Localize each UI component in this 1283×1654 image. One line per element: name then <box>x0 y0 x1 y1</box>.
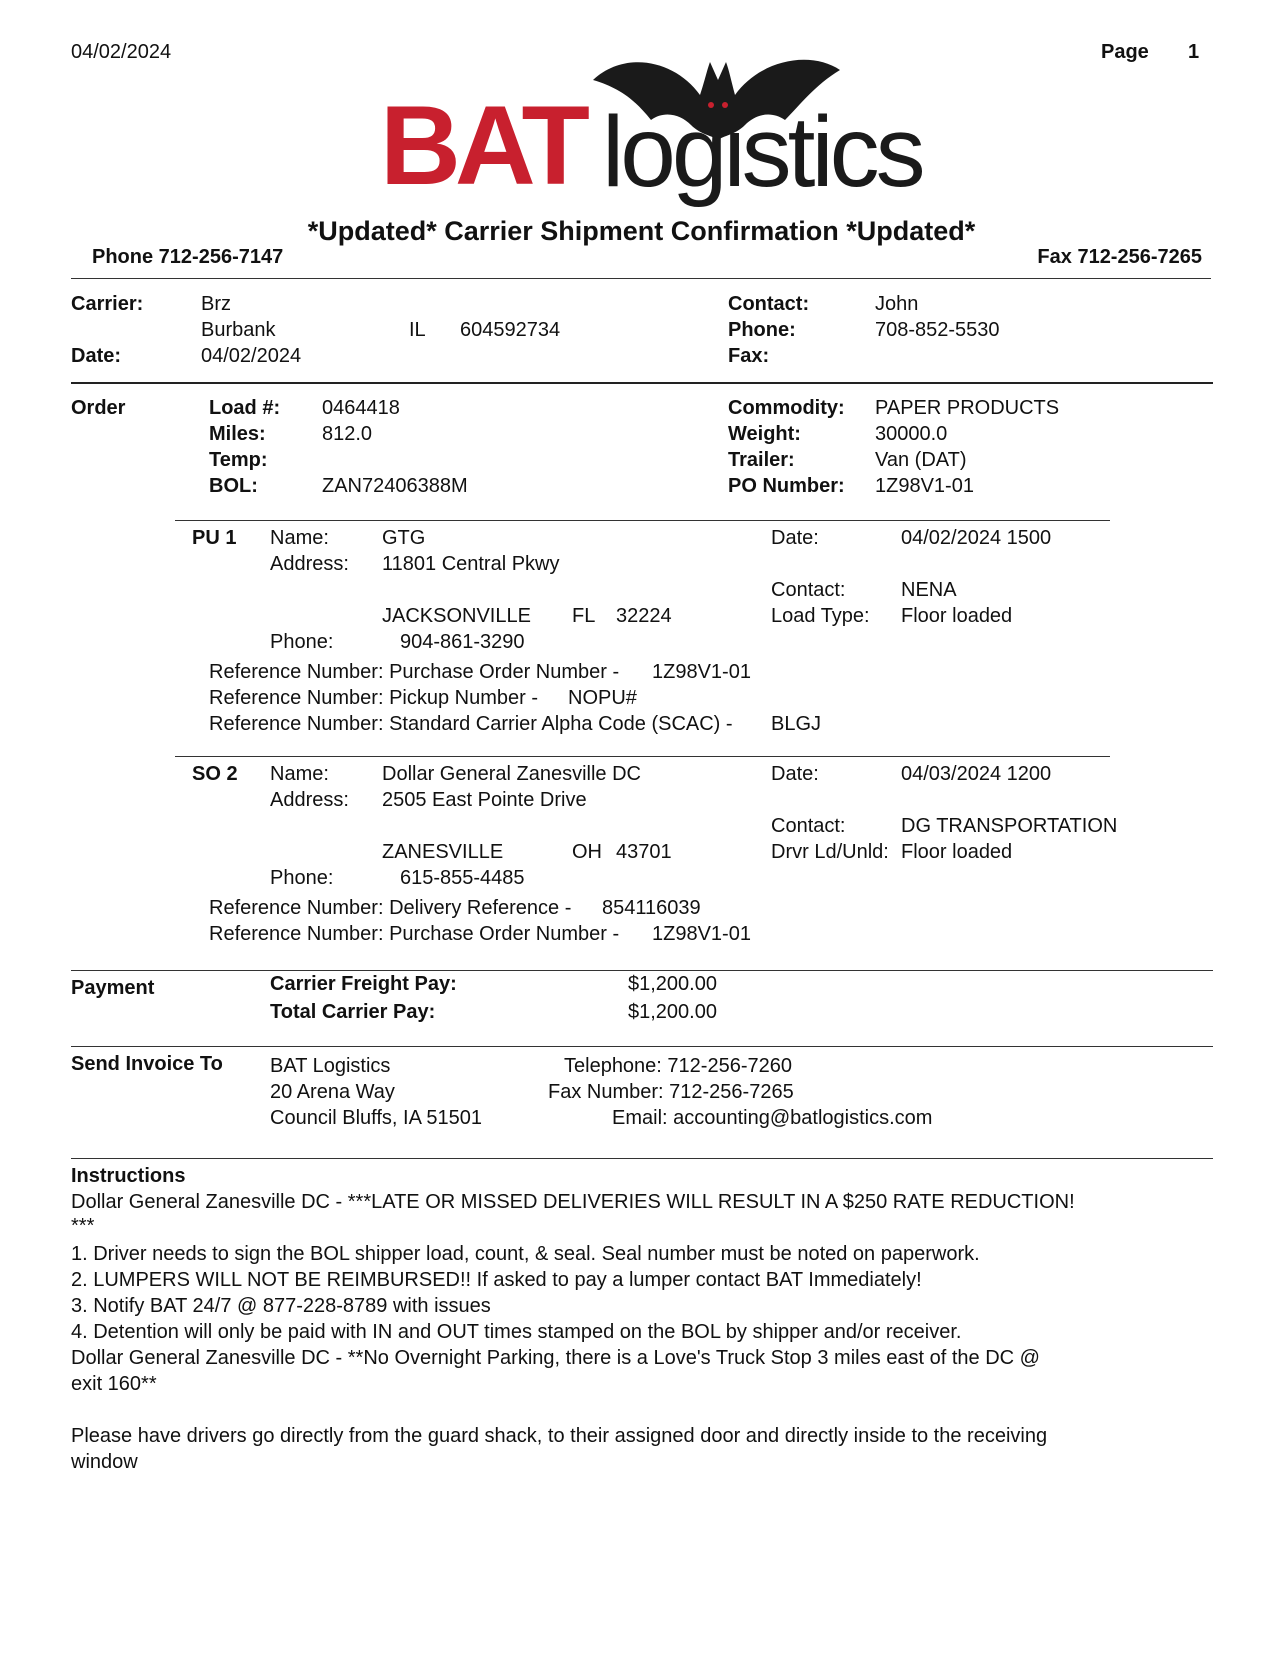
invoice-street: 20 Arena Way <box>270 1081 395 1103</box>
divider <box>175 520 1110 521</box>
dropoff-contact: DG TRANSPORTATION <box>901 815 1118 837</box>
instruction-line: window <box>71 1451 138 1473</box>
dropoff-ref-value: 1Z98V1-01 <box>652 923 751 945</box>
dropoff-stop-label: SO 2 <box>192 763 238 785</box>
pickup-name: GTG <box>382 527 426 549</box>
contact-label: Contact: <box>728 293 810 315</box>
dropoff-phone: 615-855-4485 <box>400 867 525 889</box>
dropoff-drvr: Floor loaded <box>901 841 1013 863</box>
pickup-loadtype-label: Load Type: <box>771 605 870 627</box>
bol-label: BOL: <box>209 475 258 497</box>
dropoff-address: 2505 East Pointe Drive <box>382 789 587 811</box>
bol-value: ZAN72406388M <box>322 475 468 497</box>
dropoff-name-label: Name: <box>270 763 329 785</box>
pickup-ref-value: BLGJ <box>771 713 822 735</box>
invoice-company: BAT Logistics <box>270 1055 391 1077</box>
pickup-address: 11801 Central Pkwy <box>382 553 560 575</box>
total-label: Total Carrier Pay: <box>270 1001 436 1023</box>
pickup-ref-label: Reference Number: Purchase Order Number - <box>209 661 620 683</box>
divider <box>175 756 1110 757</box>
load-value: 0464418 <box>322 397 400 419</box>
dropoff-state: OH <box>572 841 602 863</box>
carrier-zip: 604592734 <box>460 319 561 341</box>
dropoff-drvr-label: Drvr Ld/Unld: <box>771 841 889 863</box>
trailer-value: Van (DAT) <box>875 449 967 471</box>
instruction-line: Please have drivers go directly from the guard shack, to their assigned door and directly inside to the receiving <box>71 1425 1048 1447</box>
dropoff-phone-label: Phone: <box>270 867 334 889</box>
pickup-state: FL <box>572 605 596 627</box>
logo-logistics-text: logistics <box>602 96 922 208</box>
carrier-fax-label: Fax: <box>728 345 770 367</box>
pickup-contact-label: Contact: <box>771 579 846 601</box>
invoice-telephone: Telephone: 712-256-7260 <box>564 1055 792 1077</box>
carrier-date: 04/02/2024 <box>201 345 302 367</box>
freight-label: Carrier Freight Pay: <box>270 973 457 995</box>
pickup-name-label: Name: <box>270 527 329 549</box>
freight-value: $1,200.00 <box>628 973 717 995</box>
instruction-line: exit 160** <box>71 1373 157 1395</box>
pickup-contact: NENA <box>901 579 957 601</box>
pickup-ref-value: 1Z98V1-01 <box>652 661 751 683</box>
pickup-stop-label: PU 1 <box>192 527 237 549</box>
divider <box>71 1158 1213 1159</box>
carrier-date-label: Date: <box>71 345 122 367</box>
divider <box>71 1046 1213 1047</box>
carrier-city: Burbank <box>201 319 276 341</box>
page-label: Page <box>1101 41 1149 63</box>
instruction-line: Dollar General Zanesville DC - **No Overnight Parking, there is a Love's Truck Stop 3 miles east of the DC @ <box>71 1347 1040 1369</box>
invoice-label: Send Invoice To <box>71 1053 223 1075</box>
dropoff-address-label: Address: <box>270 789 349 811</box>
header-phone: Phone 712-256-7147 <box>92 246 284 268</box>
dropoff-ref-label: Reference Number: Delivery Reference - <box>209 897 572 919</box>
weight-value: 30000.0 <box>875 423 948 445</box>
temp-label: Temp: <box>209 449 268 471</box>
dropoff-date: 04/03/2024 1200 <box>901 763 1052 785</box>
carrier-phone: 708-852-5530 <box>875 319 1000 341</box>
dropoff-ref-label: Reference Number: Purchase Order Number - <box>209 923 620 945</box>
pickup-phone: 904-861-3290 <box>400 631 525 653</box>
pickup-zip: 32224 <box>616 605 672 627</box>
weight-label: Weight: <box>728 423 801 445</box>
carrier-state: IL <box>409 319 426 341</box>
total-value: $1,200.00 <box>628 1001 717 1023</box>
po-label: PO Number: <box>728 475 845 497</box>
page-number: 1 <box>1188 41 1200 63</box>
pickup-date-label: Date: <box>771 527 819 549</box>
carrier-name: Brz <box>201 293 231 315</box>
carrier-label: Carrier: <box>71 293 144 315</box>
company-logo <box>380 40 940 220</box>
dropoff-ref-value: 854116039 <box>602 897 701 919</box>
instruction-line: 1. Driver needs to sign the BOL shipper load, count, & seal. Seal number must be noted on paperwork. <box>71 1243 980 1265</box>
dropoff-contact-label: Contact: <box>771 815 846 837</box>
dropoff-zip: 43701 <box>616 841 672 863</box>
pickup-phone-label: Phone: <box>270 631 334 653</box>
instruction-line: 2. LUMPERS WILL NOT BE REIMBURSED!! If asked to pay a lumper contact BAT Immediately! <box>71 1269 922 1291</box>
trailer-label: Trailer: <box>728 449 795 471</box>
dropoff-city: ZANESVILLE <box>382 841 504 863</box>
commodity-label: Commodity: <box>728 397 845 419</box>
invoice-city: Council Bluffs, IA 51501 <box>270 1107 482 1129</box>
load-label: Load #: <box>209 397 281 419</box>
dropoff-name: Dollar General Zanesville DC <box>382 763 641 785</box>
instruction-line: Dollar General Zanesville DC - ***LATE OR MISSED DELIVERIES WILL RESULT IN A $250 RATE REDUCTION! <box>71 1191 1075 1213</box>
invoice-fax: Fax Number: 712-256-7265 <box>548 1081 794 1103</box>
pickup-ref-label: Reference Number: Standard Carrier Alpha Code (SCAC) - <box>209 713 733 735</box>
dropoff-date-label: Date: <box>771 763 819 785</box>
page-title: *Updated* Carrier Shipment Confirmation *Updated* <box>307 216 976 246</box>
pickup-ref-value: NOPU# <box>568 687 637 709</box>
pickup-ref-label: Reference Number: Pickup Number - <box>209 687 539 709</box>
miles-label: Miles: <box>209 423 266 445</box>
instructions-label: Instructions <box>71 1165 186 1187</box>
header-date: 04/02/2024 <box>71 41 172 63</box>
divider <box>71 278 1211 279</box>
pickup-date: 04/02/2024 1500 <box>901 527 1052 549</box>
commodity-value: PAPER PRODUCTS <box>875 397 1060 419</box>
instruction-line: *** <box>71 1215 95 1237</box>
contact-value: John <box>875 293 919 315</box>
payment-label: Payment <box>71 977 155 999</box>
instruction-line: 3. Notify BAT 24/7 @ 877-228-8789 with issues <box>71 1295 491 1317</box>
order-label: Order <box>71 397 126 419</box>
pickup-address-label: Address: <box>270 553 349 575</box>
instruction-line: 4. Detention will only be paid with IN and OUT times stamped on the BOL by shipper and/or receiver. <box>71 1321 962 1343</box>
pickup-loadtype: Floor loaded <box>901 605 1013 627</box>
header-fax: Fax 712-256-7265 <box>1037 246 1202 268</box>
divider <box>71 382 1213 384</box>
divider <box>71 970 1213 971</box>
logo-bat-text: BAT <box>380 83 584 208</box>
pickup-city: JACKSONVILLE <box>382 605 531 627</box>
miles-value: 812.0 <box>322 423 373 445</box>
carrier-phone-label: Phone: <box>728 319 796 341</box>
invoice-email: Email: accounting@batlogistics.com <box>612 1107 933 1129</box>
po-value: 1Z98V1-01 <box>875 475 974 497</box>
